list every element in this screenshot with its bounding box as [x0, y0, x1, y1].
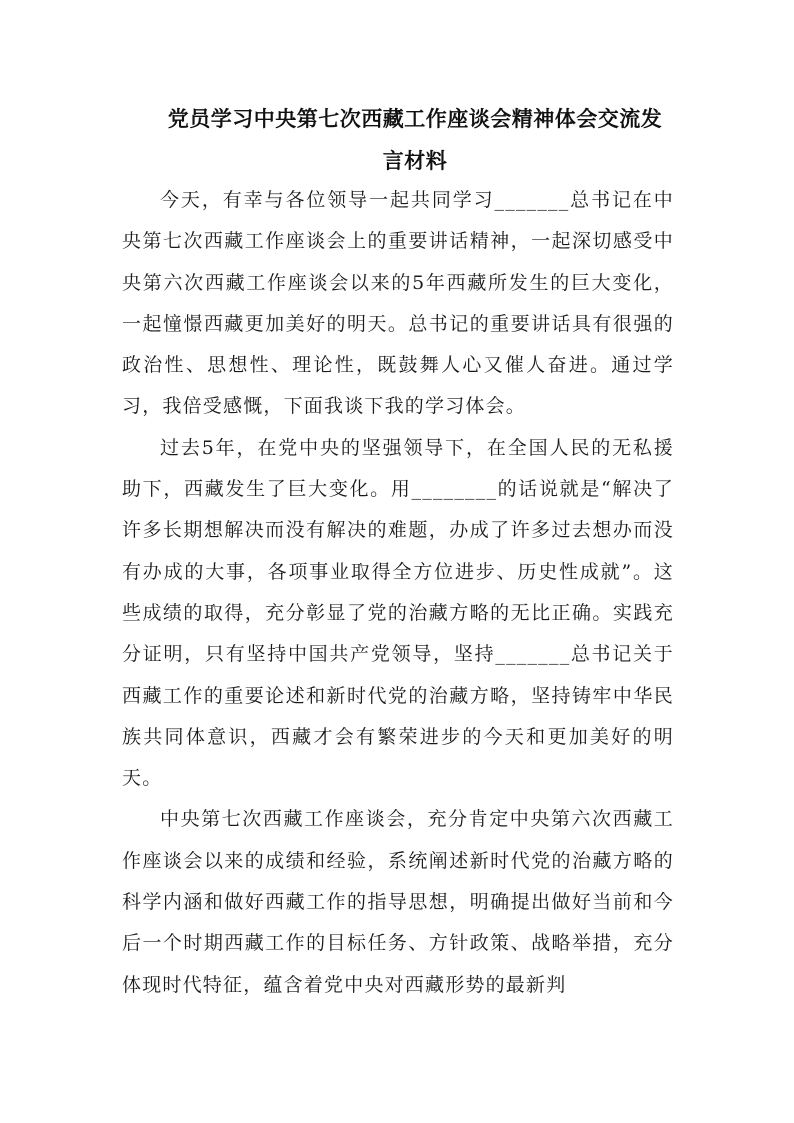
title-line-1: 党员学习中央第七次西藏工作座谈会精神体会交流发 — [167, 107, 663, 131]
paragraph-3: 中央第七次西藏工作座谈会，充分肯定中央第六次西藏工作座谈会以来的成绩和经验，系统阐述新时代党的治藏方略的科学内涵和做好西藏工作的指导思想，明确提出做好当前和今后一个时期西藏工作的目标任务、方针政策、战略举措，充分体现时代特征，蕴含着党中央对西藏形势的最新判 — [122, 808, 674, 996]
title-line-2: 言材料 — [382, 149, 448, 173]
document-body — [122, 180, 674, 1006]
paragraph-2: 过去5年，在党中央的坚强领导下，在全国人民的无私援助下，西藏发生了巨大变化。用________的话说就是“解决了许多长期想解决而没有解决的难题，办成了许多过去想办而没有办成的大事，各项事业取得全方位进步、历史性成就”。这些成绩的取得，充分彰显了党的治藏方略的无比正确。实践充分证明，只有坚持中国共产党领导，坚持_______总书记关于西藏工作的重要论述和新时代党的治藏方略，坚持铸牢中华民族共同体意识，西藏才会有繁荣进步的今天和更加美好的明天。 — [122, 436, 674, 790]
document-title — [90, 98, 740, 182]
paragraph-1: 今天，有幸与各位领导一起共同学习_______总书记在中央第七次西藏工作座谈会上的重要讲话精神，一起深切感受中央第六次西藏工作座谈会以来的5年西藏所发生的巨大变化，一起憧憬西藏更加美好的明天。总书记的重要讲话具有很强的政治性、思想性、理论性，既鼓舞人心又催人奋进。通过学习，我倍受感慨，下面我谈下我的学习体会。 — [122, 189, 674, 418]
